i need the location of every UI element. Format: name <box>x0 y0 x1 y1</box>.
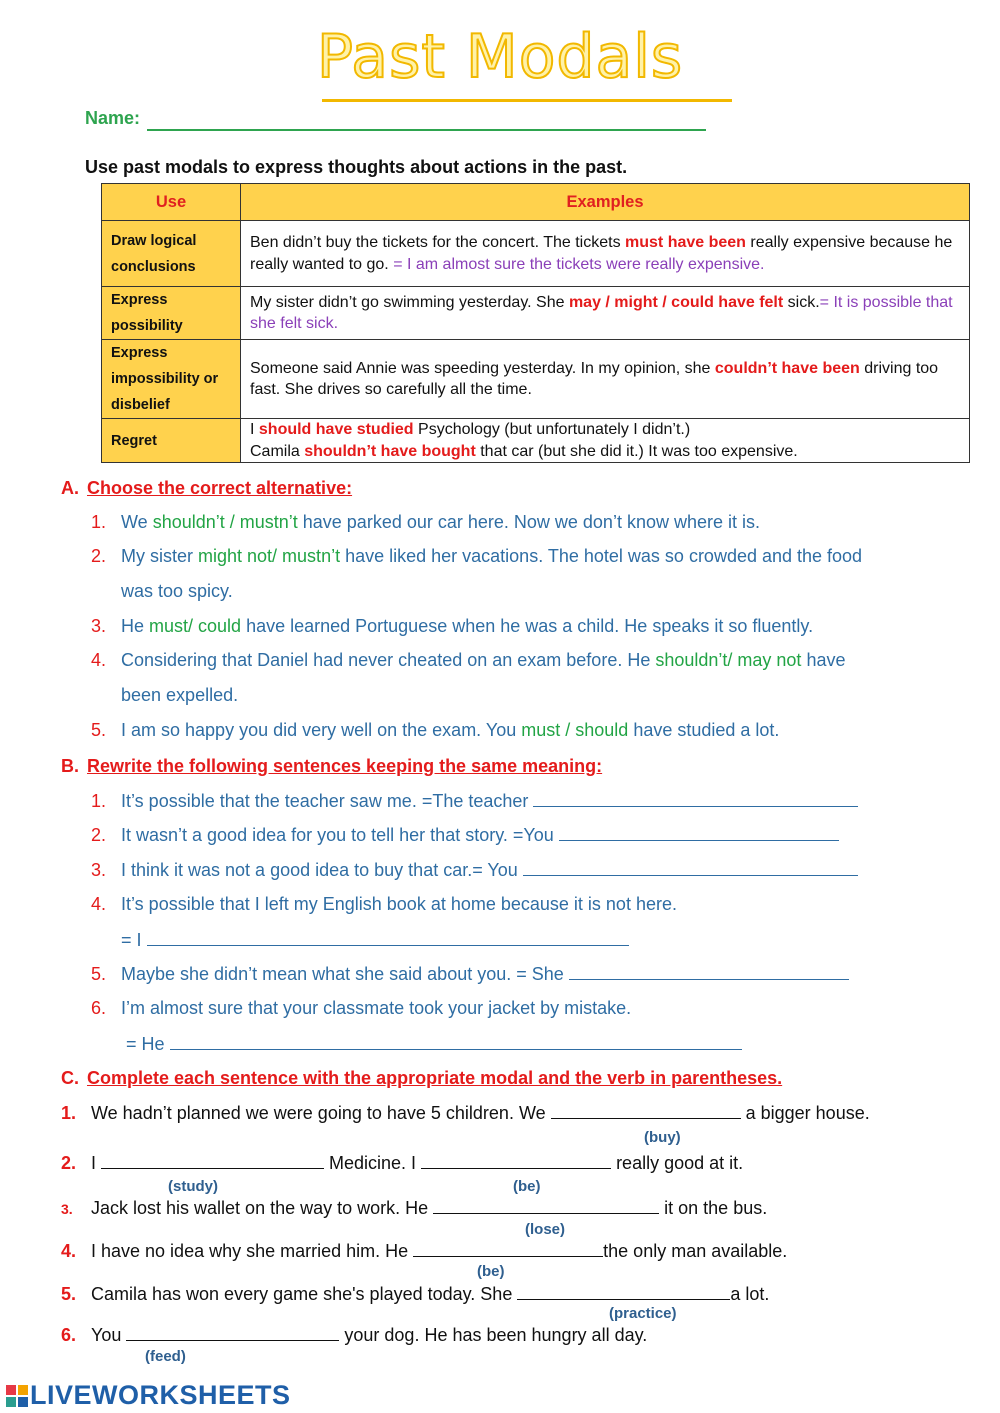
item-continuation: was too spicy. <box>121 581 233 601</box>
section-a-title: Choose the correct alternative: <box>87 478 353 498</box>
example-text: sick. <box>783 293 820 311</box>
item-number: 5. <box>91 720 107 740</box>
name-label: Name: <box>85 108 141 128</box>
item-text: It wasn’t a good idea for you to tell her that story. =You <box>121 825 559 845</box>
example-text: I <box>250 421 259 438</box>
answer-blank[interactable] <box>569 963 849 980</box>
header-examples: Examples <box>241 184 970 221</box>
item-text: I am so happy you did very well on the exam. You <box>121 720 522 740</box>
answer-blank[interactable] <box>413 1240 603 1257</box>
section-a-letter: A. <box>61 478 79 498</box>
example-text: Camila <box>250 442 305 460</box>
answer-blank[interactable] <box>147 929 629 946</box>
example-cell <box>241 340 970 419</box>
item-number: 6. <box>91 998 107 1018</box>
example-cell <box>241 419 970 463</box>
answer-blank[interactable] <box>126 1324 339 1341</box>
list-item <box>91 824 839 846</box>
example-text: Ben didn’t buy the tickets for the concert. The tickets <box>250 234 626 251</box>
list-item <box>91 650 845 671</box>
paraphrase-text: = It is possible that she felt sick. <box>250 293 953 332</box>
list-item <box>61 1197 767 1219</box>
modals-table <box>101 183 970 463</box>
item-text: I have no idea why she married him. He <box>91 1241 414 1261</box>
item-text: really good at it. <box>611 1153 744 1173</box>
section-c-title: Complete each sentence with the appropriate modal and the verb in parentheses. <box>87 1068 783 1088</box>
item-text: have parked our car here. Now we don’t know where it is. <box>297 512 760 532</box>
example-text: Psychology (but unfortunately I didn’t.) <box>413 421 691 438</box>
answer-blank[interactable] <box>523 859 858 876</box>
item-number: 2. <box>91 546 107 566</box>
list-item <box>91 512 760 533</box>
header-use: Use <box>102 184 241 221</box>
verb-hint: (be) <box>513 1178 541 1195</box>
item-number: 1. <box>91 791 107 811</box>
intro-text: Use past modals to express thoughts about actions in the past. <box>85 157 628 177</box>
section-b-title: Rewrite the following sentences keeping the same meaning: <box>87 756 603 776</box>
item-text: We <box>121 512 153 532</box>
example-cell <box>241 221 970 287</box>
use-cell: Express impossibility or disbelief <box>102 340 241 419</box>
list-item <box>61 1152 743 1174</box>
item-text: a lot. <box>730 1284 770 1304</box>
modal-phrase: should have studied <box>258 421 414 438</box>
choice-options[interactable]: must/ could <box>149 616 242 636</box>
use-cell: Regret <box>102 419 241 463</box>
example-text: really expensive because he really wanted to go. <box>250 234 953 273</box>
list-item <box>91 998 631 1019</box>
item-text: It’s possible that I left my English book at home because it is not here. <box>121 894 677 914</box>
modal-phrase: must have been <box>625 234 746 251</box>
item-text: Maybe she didn’t mean what she said about you. = She <box>121 964 569 984</box>
item-number: 1. <box>61 1103 77 1123</box>
answer-blank[interactable] <box>559 824 839 841</box>
item-text: Jack lost his wallet on the way to work. He <box>91 1198 434 1218</box>
example-text: that car (but she did it.) It was too expensive. <box>475 442 798 460</box>
item-number: 1. <box>91 512 107 532</box>
verb-hint: (practice) <box>609 1305 677 1322</box>
list-item <box>91 963 849 985</box>
answer-blank[interactable] <box>421 1152 611 1169</box>
list-item <box>91 894 677 915</box>
choice-options[interactable]: shouldn’t / mustn’t <box>152 512 298 532</box>
verb-hint: (be) <box>477 1263 505 1280</box>
page-title: Past Modals <box>316 22 684 92</box>
answer-blank[interactable] <box>551 1102 741 1119</box>
table-row <box>102 419 970 463</box>
item-text: Considering that Daniel had never cheated on an exam before. He <box>121 650 656 670</box>
item-continuation: been expelled. <box>121 685 239 705</box>
item-text: have <box>801 650 846 670</box>
item-number: 3. <box>91 616 107 636</box>
item-text: We hadn’t planned we were going to have 5 children. We <box>91 1103 551 1123</box>
item-number: 3. <box>91 860 107 880</box>
verb-hint: (study) <box>168 1178 218 1195</box>
list-item <box>91 546 862 567</box>
section-a-heading <box>61 478 352 499</box>
item-number: 6. <box>61 1325 77 1345</box>
example-cell <box>241 287 970 340</box>
example-text: driving too fast. She drives so carefully all the time. <box>250 359 939 398</box>
table-row <box>102 221 970 287</box>
item-text: You <box>91 1325 127 1345</box>
table-row <box>102 340 970 419</box>
item-text: Medicine. I <box>324 1153 422 1173</box>
example-text: My sister didn’t go swimming yesterday. She <box>250 293 569 311</box>
example-text: Someone said Annie was speeding yesterday. In my opinion, she <box>250 359 715 377</box>
item-number: 5. <box>61 1284 77 1304</box>
answer-blank[interactable] <box>101 1152 324 1169</box>
verb-hint: (buy) <box>644 1129 681 1146</box>
item-continuation-text: = I <box>121 930 147 950</box>
list-item <box>61 1324 647 1346</box>
list-item <box>61 1240 787 1262</box>
modal-phrase: may / might / could have felt <box>568 293 784 311</box>
item-continuation <box>121 929 629 951</box>
item-number: 3. <box>61 1201 73 1217</box>
answer-blank[interactable] <box>533 790 858 807</box>
item-text: I think it was not a good idea to buy that car.= You <box>121 860 523 880</box>
item-number: 4. <box>91 650 107 670</box>
table-row <box>102 287 970 340</box>
table-header-row <box>102 184 970 221</box>
list-item <box>91 720 779 741</box>
item-text: It’s possible that the teacher saw me. =The teacher <box>121 791 534 811</box>
item-text: Camila has won every game she's played today. She <box>91 1284 518 1304</box>
item-text: a bigger house. <box>740 1103 870 1123</box>
section-b-letter: B. <box>61 756 79 776</box>
title-underline <box>322 99 732 102</box>
list-item <box>91 616 813 637</box>
liveworksheets-logo <box>6 1380 291 1411</box>
logo-icon <box>6 1385 28 1407</box>
item-number: 4. <box>61 1241 77 1261</box>
item-text: My sister <box>121 546 199 566</box>
choice-options[interactable]: might not/ mustn’t <box>198 546 341 566</box>
use-cell: Express possibility <box>102 287 241 340</box>
item-text: I <box>91 1153 102 1173</box>
item-continuation-text: = He <box>126 1034 170 1054</box>
verb-hint: (lose) <box>525 1221 566 1238</box>
item-text: have liked her vacations. The hotel was so crowded and the food <box>340 546 863 566</box>
modal-phrase: couldn’t have been <box>714 359 860 377</box>
answer-blank[interactable] <box>433 1197 659 1214</box>
item-text: I’m almost sure that your classmate took your jacket by mistake. <box>121 998 632 1018</box>
verb-hint: (feed) <box>145 1348 186 1365</box>
section-b-heading <box>61 756 602 777</box>
paraphrase-text: = I am almost sure the tickets were really expensive. <box>393 255 765 273</box>
section-c-letter: C. <box>61 1068 79 1088</box>
item-number: 4. <box>91 894 107 914</box>
choice-options[interactable]: shouldn’t/ may not <box>655 650 802 670</box>
item-text: it on the bus. <box>659 1198 768 1218</box>
answer-blank[interactable] <box>170 1033 742 1050</box>
section-c-heading <box>61 1068 782 1089</box>
item-text: have learned Portuguese when he was a child. He speaks it so fluently. <box>241 616 814 636</box>
item-number: 2. <box>61 1153 77 1173</box>
item-number: 2. <box>91 825 107 845</box>
item-continuation <box>126 1033 742 1055</box>
answer-blank[interactable] <box>517 1283 730 1300</box>
item-text: He <box>121 616 150 636</box>
item-number: 5. <box>91 964 107 984</box>
choice-options[interactable]: must / should <box>521 720 629 740</box>
list-item <box>91 790 858 812</box>
list-item <box>91 859 858 881</box>
name-input-line[interactable] <box>147 129 706 131</box>
list-item <box>61 1102 870 1124</box>
use-cell: Draw logical conclusions <box>102 221 241 287</box>
logo-text: LIVEWORKSHEETS <box>30 1380 291 1410</box>
item-text: your dog. He has been hungry all day. <box>339 1325 648 1345</box>
modal-phrase: shouldn’t have bought <box>304 442 476 460</box>
item-text: have studied a lot. <box>628 720 780 740</box>
list-item <box>61 1283 769 1305</box>
item-text: the only man available. <box>603 1241 788 1261</box>
